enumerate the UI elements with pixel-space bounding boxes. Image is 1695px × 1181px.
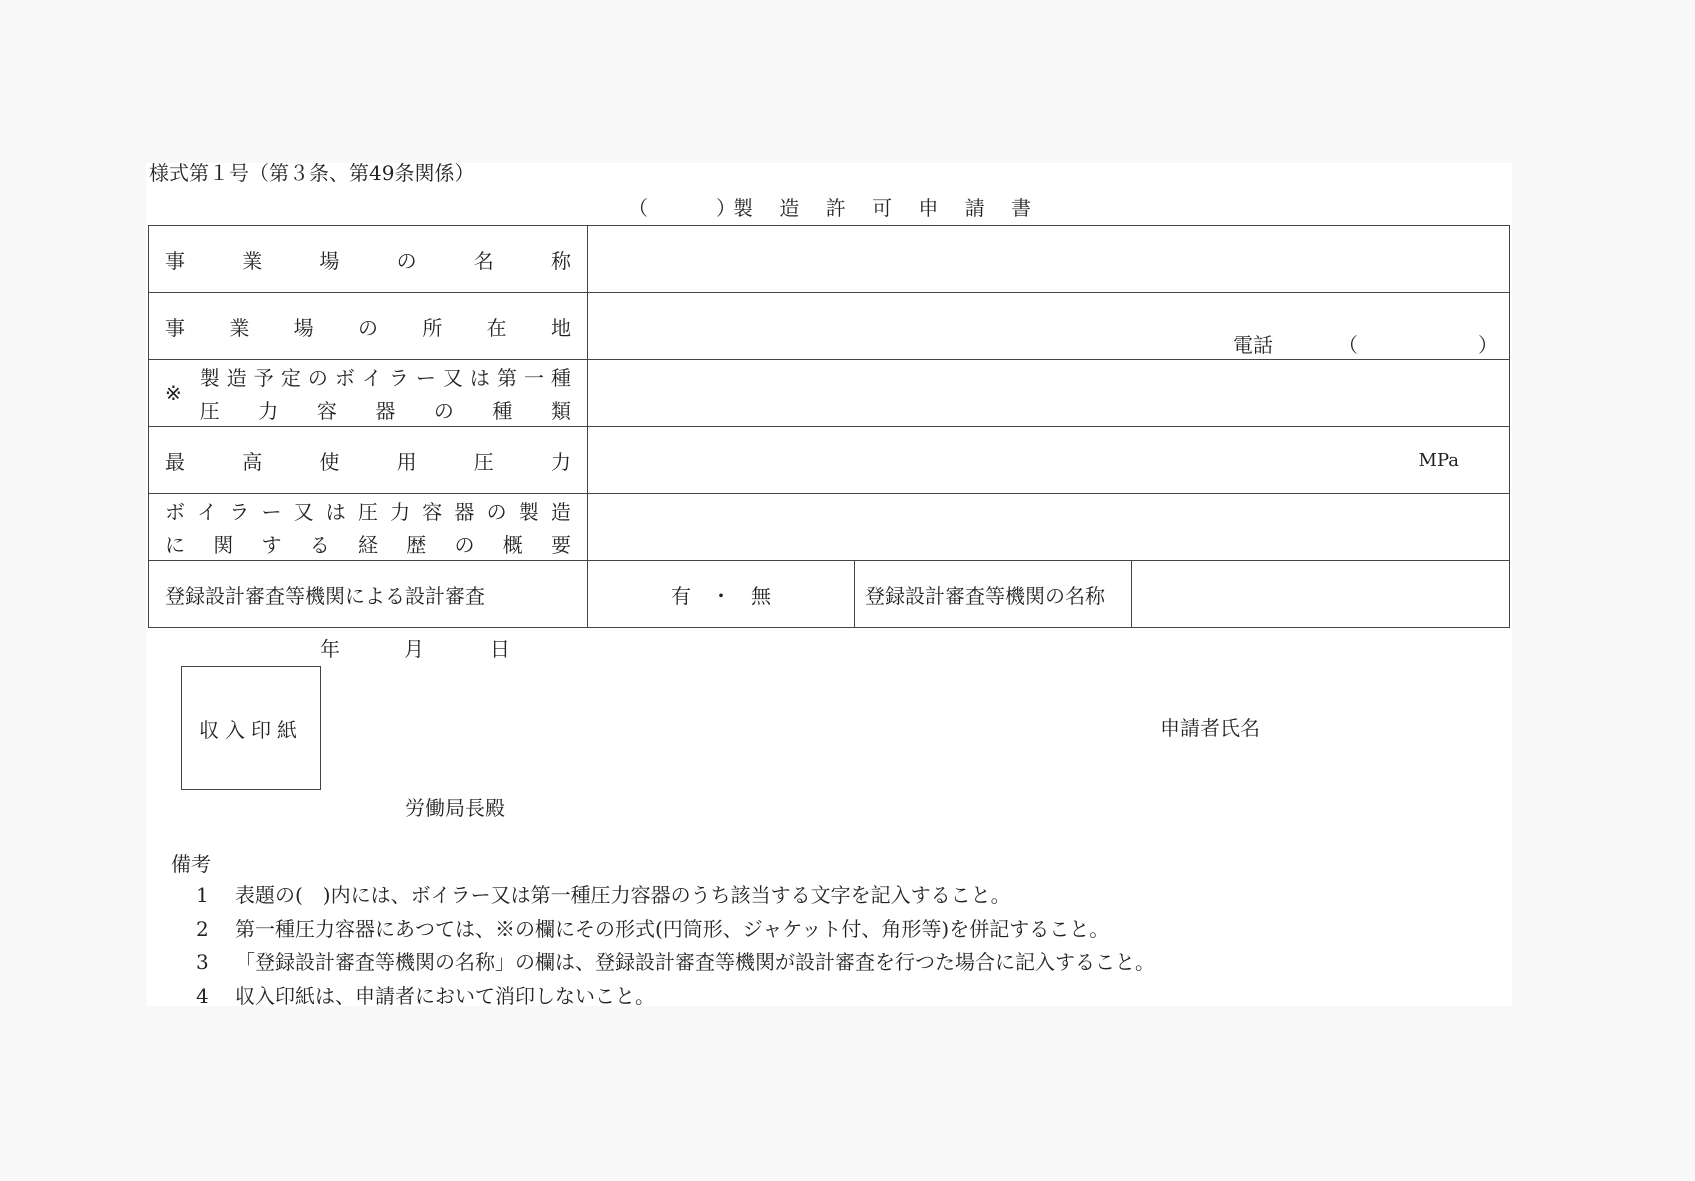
- label-char: 事: [165, 315, 185, 340]
- tel-parens: （ ）: [1338, 333, 1506, 357]
- label-char: 在: [486, 315, 507, 340]
- application-table: [148, 225, 1510, 628]
- label-business-address: [165, 312, 571, 341]
- applicant-name-label: 申請者氏名: [1160, 716, 1260, 740]
- row-design-review: [149, 561, 1510, 628]
- label-char: に: [165, 533, 185, 557]
- label-char: 歴: [406, 533, 427, 557]
- label-char: 予: [253, 366, 274, 390]
- field-experience[interactable]: [588, 494, 1510, 561]
- asterisk-mark: ※: [165, 381, 182, 405]
- note-text: 「登録設計審査等機関の名称」の欄は、登録設計審査等機関が設計審査を行つた場合に記入すること。: [235, 950, 1155, 974]
- label-char: 所: [422, 315, 443, 340]
- label-char: 力: [258, 399, 279, 423]
- label-char: す: [261, 533, 282, 557]
- label-char: 種: [492, 399, 513, 423]
- label-char: 経: [358, 533, 378, 557]
- label-design-review: 登録設計審査等機関による設計審査: [165, 583, 485, 608]
- label-char: 製: [199, 366, 220, 390]
- label-char: る: [309, 533, 330, 557]
- label-business-name: [165, 245, 571, 274]
- label-char: 場: [293, 315, 314, 340]
- label-char: 又: [442, 366, 463, 390]
- field-max-pressure[interactable]: [588, 427, 1510, 494]
- note-text: 第一種圧力容器にあつては、※の欄にその形式(円筒形、ジャケット付、角形等)を併記すること。: [235, 917, 1110, 941]
- form-number: 様式第１号（第３条、第49条関係）: [149, 161, 475, 185]
- label-char: 定: [280, 366, 301, 390]
- label-char: 場: [319, 248, 340, 273]
- label-char: ボ: [165, 500, 185, 524]
- label-char: 造: [550, 500, 571, 524]
- label-boiler-type-line1: [200, 362, 571, 391]
- choice-yes-no: 有 ・ 無: [671, 583, 771, 608]
- label-char: 地: [550, 315, 571, 340]
- label-char: ボ: [334, 366, 355, 390]
- label-char: 容: [316, 399, 337, 423]
- row-max-pressure: [149, 427, 1510, 494]
- note-text: 収入印紙は、申請者において消印しないこと。: [235, 984, 655, 1008]
- title-paren: （ ）: [628, 196, 738, 220]
- label-char: 要: [551, 533, 571, 557]
- date-year: 年: [320, 637, 340, 661]
- row-business-address: [149, 293, 1510, 360]
- label-review-body-name: 登録設計審査等機関の名称: [865, 583, 1105, 608]
- label-max-pressure: [165, 446, 571, 475]
- label-char: 高: [242, 449, 263, 474]
- note-number: 1: [196, 883, 209, 907]
- row-business-name: [149, 226, 1510, 293]
- label-char: 業: [229, 315, 250, 340]
- label-char: 圧: [357, 500, 378, 524]
- label-char: 器: [454, 500, 475, 524]
- field-review-body-name[interactable]: [1132, 561, 1510, 628]
- revenue-stamp-box: [181, 666, 321, 790]
- field-business-name[interactable]: [588, 226, 1510, 293]
- field-boiler-type[interactable]: [588, 360, 1510, 427]
- label-char: 力: [550, 449, 571, 474]
- form-title: 製 造 許 可 申 請 書: [733, 196, 1042, 220]
- label-review-body-name-cell: [855, 561, 1132, 628]
- label-boiler-type-line2: [200, 395, 571, 424]
- label-char: 種: [550, 366, 571, 390]
- addressee: 労働局長殿: [405, 796, 505, 820]
- label-char: 製: [518, 500, 539, 524]
- label-char: 事: [165, 248, 185, 273]
- label-char: 用: [396, 449, 417, 474]
- date-month: 月: [404, 637, 424, 661]
- label-char: の: [486, 500, 507, 524]
- unit-mpa: MPa: [1418, 449, 1459, 471]
- label-experience-line1: [165, 496, 571, 525]
- label-char: 器: [375, 399, 396, 423]
- note-number: 2: [196, 917, 209, 941]
- label-char: の: [307, 366, 328, 390]
- label-char: 造: [226, 366, 247, 390]
- label-char: ー: [261, 500, 282, 524]
- label-char: は: [325, 500, 346, 524]
- notes-heading: 備考: [171, 852, 211, 876]
- label-char: 最: [165, 449, 185, 474]
- row-experience: [149, 494, 1510, 561]
- date-day: 日: [490, 637, 510, 661]
- label-char: の: [396, 248, 417, 273]
- label-char: 第: [496, 366, 517, 390]
- label-char: 名: [473, 248, 494, 273]
- label-char: 圧: [473, 449, 494, 474]
- label-char: は: [469, 366, 490, 390]
- label-char: イ: [361, 366, 382, 390]
- note-text: 表題の( )内には、ボイラー又は第一種圧力容器のうち該当する文字を記入すること。: [235, 883, 1011, 907]
- design-review-choice[interactable]: [588, 561, 855, 628]
- label-char: 称: [550, 248, 571, 273]
- label-char: の: [357, 315, 378, 340]
- revenue-stamp-label: 収入印紙: [199, 717, 303, 742]
- tel-label: 電話: [1233, 333, 1273, 357]
- label-experience-line2: [165, 529, 571, 558]
- label-char: 概: [502, 533, 523, 557]
- label-char: 類: [550, 399, 571, 423]
- label-char: の: [454, 533, 475, 557]
- label-char: の: [433, 399, 454, 423]
- label-char: 使: [319, 449, 340, 474]
- label-char: ラ: [388, 366, 409, 390]
- label-char: 力: [390, 500, 411, 524]
- label-char: イ: [197, 500, 218, 524]
- label-char: 関: [213, 533, 234, 557]
- label-char: ラ: [229, 500, 250, 524]
- label-char: 又: [293, 500, 314, 524]
- label-char: 圧: [199, 399, 220, 423]
- label-char: 業: [242, 248, 263, 273]
- field-business-address[interactable]: [588, 293, 1510, 360]
- row-boiler-type: [149, 360, 1510, 427]
- label-char: 容: [422, 500, 443, 524]
- label-char: ー: [415, 366, 436, 390]
- note-number: 4: [196, 984, 209, 1008]
- note-number: 3: [196, 950, 209, 974]
- label-char: 一: [523, 366, 544, 390]
